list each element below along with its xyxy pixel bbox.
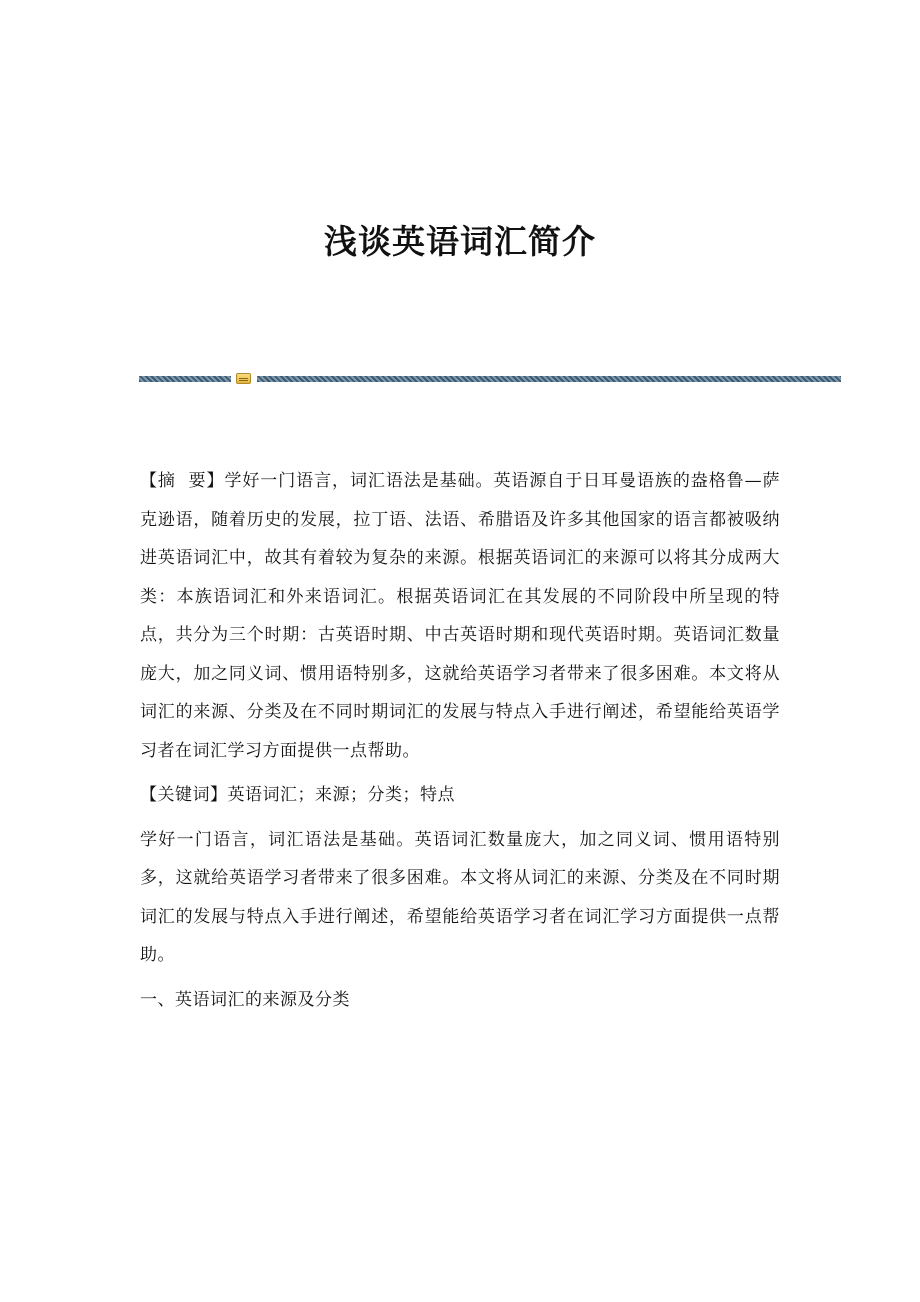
keywords-paragraph bbox=[140, 776, 780, 815]
divider-bar-left bbox=[139, 376, 231, 382]
abstract-paragraph bbox=[140, 462, 780, 770]
intro-paragraph: 学好一门语言，词汇语法是基础。英语词汇数量庞大，加之同义词、惯用语特别多，这就给英语学习者带来了很多困难。本文将从词汇的来源、分类及在不同时期词汇的发展与特点入手进行阐述，希望能给英语学习者在词汇学习方面提供一点帮助。 bbox=[140, 829, 780, 965]
document-body bbox=[140, 462, 780, 1019]
section-heading: 一、英语词汇的来源及分类 bbox=[140, 989, 350, 1010]
title-divider bbox=[139, 373, 841, 385]
abstract-label: 【摘 要】 bbox=[140, 471, 225, 491]
document-title: 浅谈英语词汇简介 bbox=[324, 222, 596, 261]
keywords-label: 【关键词】 bbox=[140, 785, 228, 805]
keywords-text: 英语词汇；来源；分类；特点 bbox=[227, 785, 455, 805]
divider-emblem-icon bbox=[236, 373, 251, 384]
abstract-text: 学好一门语言，词汇语法是基础。英语源自于日耳曼语族的盎格鲁—萨克逊语，随着历史的发展，拉丁语、法语、希腊语及许多其他国家的语言都被吸纳进英语词汇中，故其有着较为复杂的来源。根据英语词汇的来源可以将其分成两大类：本族语词汇和外来语词汇。根据英语词汇在其发展的不同阶段中所呈现的特点，共分为三个时期：古英语时期、中古英语时期和现代英语时期。英语词汇数量庞大，加之同义词、惯用语特别多，这就给英语学习者带来了很多困难。本文将从词汇的来源、分类及在不同时期词汇的发展与特点入手进行阐述，希望能给英语学习者在词汇学习方面提供一点帮助。 bbox=[140, 471, 781, 761]
divider-bar-right bbox=[257, 376, 841, 382]
